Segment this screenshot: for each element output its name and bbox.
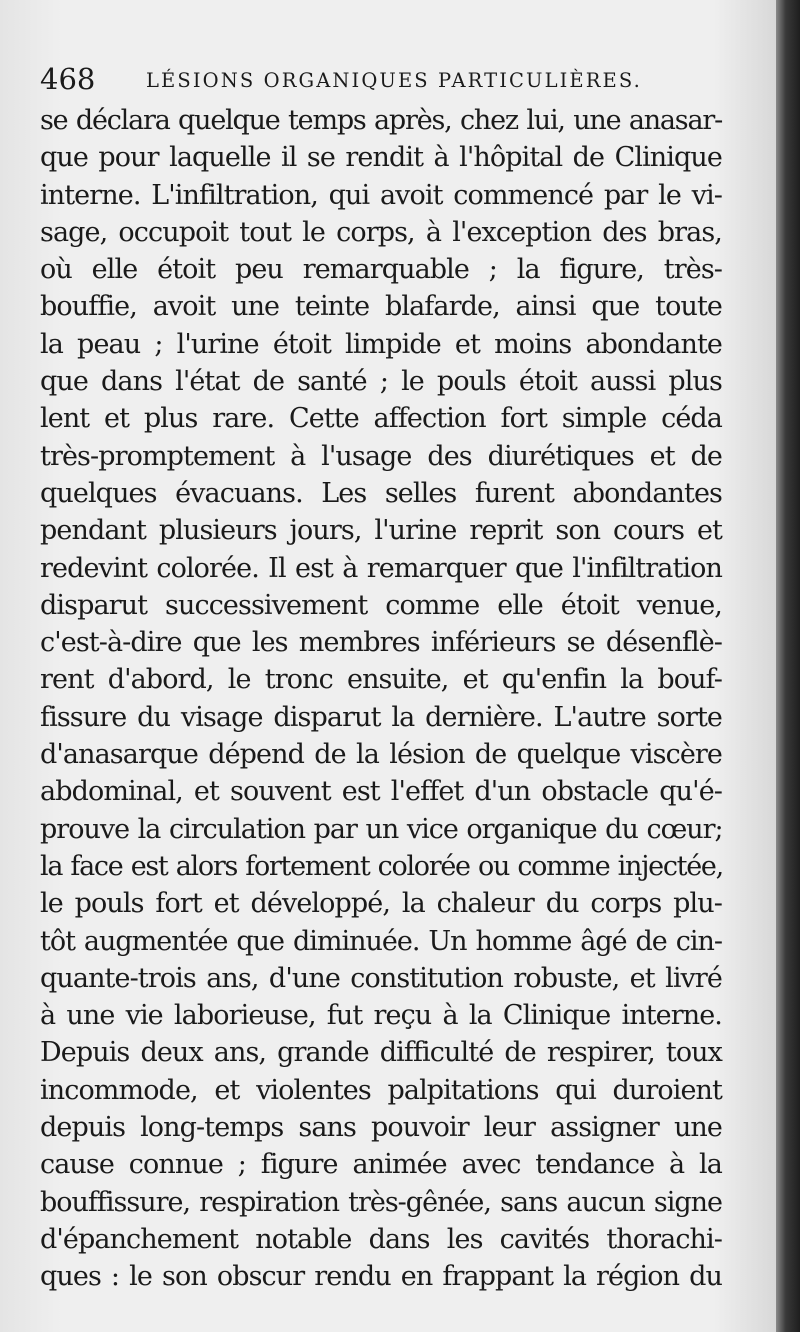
text-line: où elle étoit peu remarquable ; la figure, très-: [40, 254, 722, 286]
text-line: Depuis deux ans, grande difficulté de respirer, toux: [40, 1037, 722, 1069]
page-number: 468: [40, 62, 96, 96]
text-line: fissure du visage disparut la dernière. L'autre sorte: [40, 701, 722, 733]
text-line: que pour laquelle il se rendit à l'hôpital de Clinique: [40, 142, 722, 174]
text-line: c'est-à-dire que les membres inférieurs se désenflè-: [40, 627, 722, 659]
text-line: disparut successivement comme elle étoit venue,: [40, 589, 722, 621]
text-line: pendant plusieurs jours, l'urine reprit son cours et: [40, 515, 722, 547]
text-line: lent et plus rare. Cette affection fort simple céda: [40, 403, 722, 435]
text-line: depuis long-temps sans pouvoir leur assigner une: [40, 1112, 722, 1144]
running-head: LÉSIONS ORGANIQUES PARTICULIÈRES.: [146, 69, 642, 92]
text-line: ques : le son obscur rendu en frappant la région du: [40, 1261, 722, 1293]
body-text: [40, 102, 722, 1296]
text-line: d'anasarque dépend de la lésion de quelque viscère: [40, 739, 722, 771]
text-line: d'épanchement notable dans les cavités thorachi-: [40, 1223, 722, 1255]
text-line: à une vie laborieuse, fut reçu à la Clinique interne.: [40, 1000, 722, 1032]
text-line: incommode, et violentes palpitations qui duroient: [40, 1074, 722, 1106]
text-line: quante-trois ans, d'une constitution robuste, et livré: [40, 962, 722, 994]
text-line: très-promptement à l'usage des diurétiques et de: [40, 440, 722, 472]
text-line: interne. L'infiltration, qui avoit commencé par le vi-: [40, 179, 722, 211]
text-line: prouve la circulation par un vice organique du cœur;: [40, 813, 723, 845]
text-line: abdominal, et souvent est l'effet d'un obstacle qu'é-: [40, 776, 722, 808]
text-line: bouffie, avoit une teinte blafarde, ainsi que toute: [40, 291, 722, 323]
text-line: la peau ; l'urine étoit limpide et moins abondante: [40, 328, 722, 360]
text-line: sage, occupoit tout le corps, à l'exception des bras,: [40, 216, 722, 248]
text-line: se déclara quelque temps après, chez lui, une anasar-: [40, 105, 722, 136]
text-line: le pouls fort et développé, la chaleur du corps plu-: [40, 888, 722, 920]
page-header: [40, 60, 730, 100]
text-line: bouffissure, respiration très-gênée, sans aucun signe: [40, 1186, 722, 1218]
text-line: que dans l'état de santé ; le pouls étoit aussi plus: [40, 366, 722, 398]
text-line: la face est alors fortement colorée ou comme injectée,: [40, 850, 723, 882]
text-line: quelques évacuans. Les selles furent abondantes: [40, 477, 722, 509]
text-line: rent d'abord, le tronc ensuite, et qu'enfin la bouf-: [40, 664, 722, 696]
text-line: cause connue ; figure animée avec tendance à la: [40, 1149, 722, 1181]
text-line: tôt augmentée que diminuée. Un homme âgé de cin-: [40, 925, 722, 957]
page-edge-shadow: [776, 0, 800, 1332]
text-line: redevint colorée. Il est à remarquer que l'infiltration: [40, 552, 722, 584]
